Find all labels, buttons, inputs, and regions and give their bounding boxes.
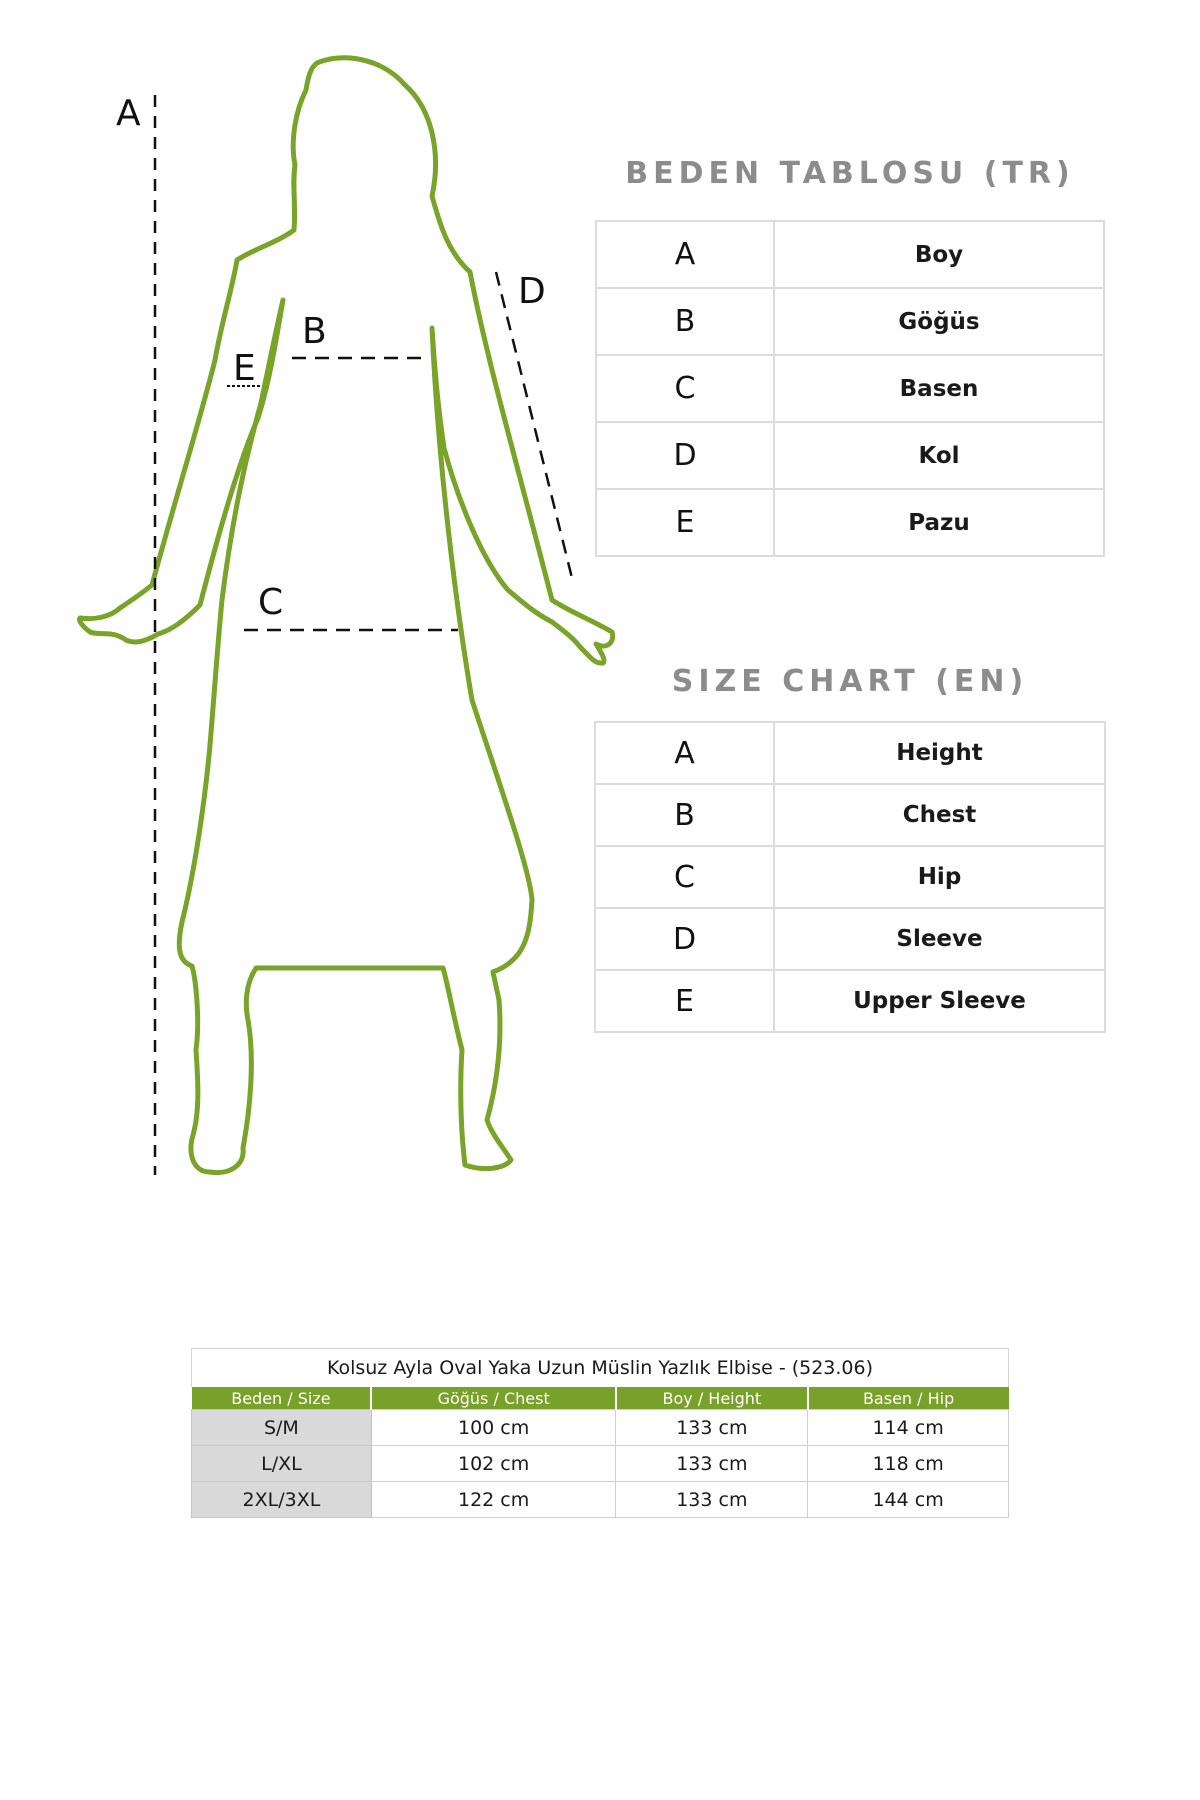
size-cell: 2XL/3XL [192, 1482, 372, 1518]
tr-legend-table [595, 220, 1105, 557]
code-cell: D [595, 908, 774, 970]
chest-cell: 102 cm [371, 1446, 616, 1482]
height-cell: 133 cm [616, 1446, 808, 1482]
size-grid [191, 1387, 1009, 1518]
header-size: Beden / Size [192, 1387, 372, 1410]
header-hip: Basen / Hip [808, 1387, 1009, 1410]
size-table-header [192, 1387, 1009, 1410]
code-cell: C [595, 846, 774, 908]
chest-cell: 100 cm [371, 1410, 616, 1446]
table-row [192, 1410, 1009, 1446]
label-cell: Pazu [774, 489, 1104, 556]
hip-cell: 114 cm [808, 1410, 1009, 1446]
height-cell: 133 cm [616, 1410, 808, 1446]
size-table [191, 1348, 1009, 1518]
label-cell: Basen [774, 355, 1104, 422]
size-cell: L/XL [192, 1446, 372, 1482]
en-legend-table [594, 721, 1106, 1033]
table-row [595, 784, 1105, 846]
label-a: A [116, 93, 141, 134]
label-cell: Upper Sleeve [774, 970, 1105, 1032]
table-row [596, 422, 1104, 489]
label-cell: Boy [774, 221, 1104, 288]
table-row [596, 221, 1104, 288]
body-silhouette [79, 58, 612, 1173]
height-cell: 133 cm [616, 1482, 808, 1518]
label-e: E [233, 348, 256, 389]
code-cell: E [595, 970, 774, 1032]
table-row [595, 722, 1105, 784]
label-cell: Sleeve [774, 908, 1105, 970]
label-cell: Göğüs [774, 288, 1104, 355]
label-cell: Hip [774, 846, 1105, 908]
hip-cell: 144 cm [808, 1482, 1009, 1518]
table-row [192, 1446, 1009, 1482]
label-cell: Chest [774, 784, 1105, 846]
table-row [596, 489, 1104, 556]
size-cell: S/M [192, 1410, 372, 1446]
chest-cell: 122 cm [371, 1482, 616, 1518]
table-row [595, 846, 1105, 908]
code-cell: B [596, 288, 774, 355]
code-cell: D [596, 422, 774, 489]
label-b: B [302, 311, 327, 352]
hip-cell: 118 cm [808, 1446, 1009, 1482]
label-cell: Kol [774, 422, 1104, 489]
code-cell: A [596, 221, 774, 288]
table-row [192, 1482, 1009, 1518]
table-row [595, 908, 1105, 970]
tr-section-title: BEDEN TABLOSU (TR) [625, 156, 1075, 191]
en-section-title: SIZE CHART (EN) [671, 664, 1029, 699]
label-d: D [518, 271, 546, 312]
size-table-caption: Kolsuz Ayla Oval Yaka Uzun Müslin Yazlık Elbise - (523.06) [191, 1348, 1009, 1387]
table-row [596, 355, 1104, 422]
label-c: C [258, 582, 284, 623]
code-cell: B [595, 784, 774, 846]
code-cell: A [595, 722, 774, 784]
table-row [595, 970, 1105, 1032]
code-cell: C [596, 355, 774, 422]
header-height: Boy / Height [616, 1387, 808, 1410]
code-cell: E [596, 489, 774, 556]
label-cell: Height [774, 722, 1105, 784]
table-row [596, 288, 1104, 355]
header-chest: Göğüs / Chest [371, 1387, 616, 1410]
